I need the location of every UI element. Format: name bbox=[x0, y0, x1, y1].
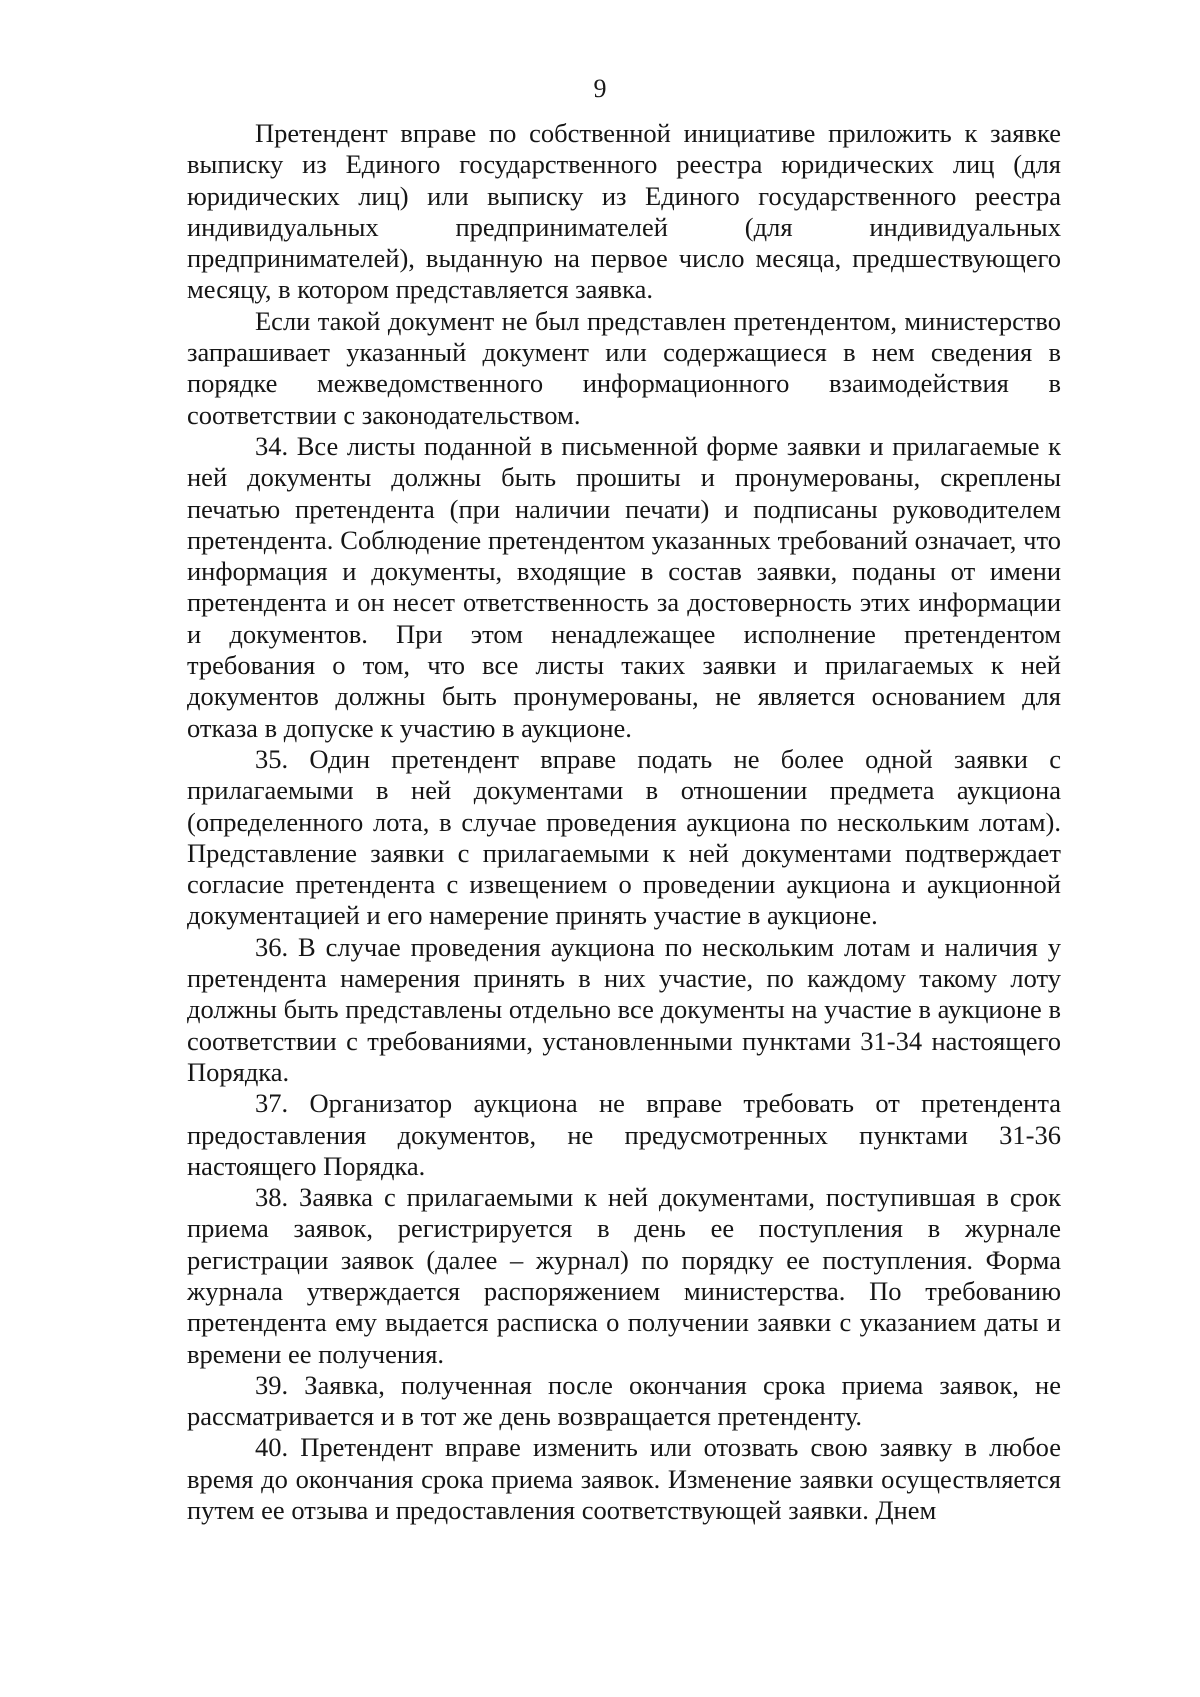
paragraph-40: 40. Претендент вправе изменить или отозвать свою заявку в любое время до окончания срока приема заявок. Изменение заявки осуществляется путем ее отзыва и предоставления соответствующей заявки. Днем bbox=[187, 1432, 1061, 1526]
page-number: 9 bbox=[593, 74, 607, 103]
paragraph-37: 37. Организатор аукциона не вправе требовать от претендента предоставления документов, не предусмотренных пунктами 31-36 настоящего Порядка. bbox=[187, 1088, 1061, 1181]
paragraph-38: 38. Заявка с прилагаемыми к ней документами, поступившая в срок приема заявок, регистрируется в день ее поступления в журнале регистрации заявок (далее – журнал) по порядку ее поступления. Форма журнала утверждается распоряжением министерства. По требованию претендента ему выдается расписка о получении заявки с указанием даты и времени ее получения. bbox=[187, 1182, 1061, 1369]
paragraph-39: 39. Заявка, полученная после окончания срока приема заявок, не рассматривается и в тот же день возвращается претенденту. bbox=[187, 1369, 1061, 1432]
paragraph-ministry-request: Если такой документ не был представлен претендентом, министерство запрашивает указанный документ или содержащиеся в нем сведения в порядке межведомственного информационного взаимодействия в соответствии с законодательством. bbox=[187, 305, 1061, 430]
paragraph-applicant-extract: Претендент вправе по собственной инициативе приложить к заявке выписку из Единого государственного реестра юридических лиц (для юридических лиц) или выписку из Единого государственного реестра индивидуальных предпринимателей (для индивидуальных предпринимателей), выданную на первое число месяца, предшествующего месяцу, в котором представляется заявка. bbox=[187, 118, 1061, 305]
paragraph-35: 35. Один претендент вправе подать не более одной заявки с прилагаемыми в ней документами в отношении предмета аукциона (определенного лота, в случае проведения аукциона по нескольким лотам). Представление заявки с прилагаемыми к ней документами подтверждает согласие претендента с извещением о проведении аукциона и аукционной документацией и его намерение принять участие в аукционе. bbox=[187, 743, 1061, 931]
paragraph-36: 36. В случае проведения аукциона по нескольким лотам и наличия у претендента намерения принять в них участие, по каждому такому лоту должны быть представлены отдельно все документы на участие в аукционе в соответствии с требованиями, установленными пунктами 31-34 настоящего Порядка. bbox=[187, 931, 1061, 1087]
paragraph-34: 34. Все листы поданной в письменной форме заявки и прилагаемые к ней документы должны быть прошиты и пронумерованы, скреплены печатью претендента (при наличии печати) и подписаны руководителем претендента. Соблюдение претендентом указанных требований означает, что информация и документы, входящие в состав заявки, поданы от имени претендента и он несет ответственность за достоверность этих информации и документов. При этом ненадлежащее исполнение претендентом требования о том, что все листы таких заявки и прилагаемых к ней документов должны быть пронумерованы, не является основанием для отказа в допуске к участию в аукционе. bbox=[187, 430, 1061, 743]
document-body bbox=[187, 118, 1061, 1526]
